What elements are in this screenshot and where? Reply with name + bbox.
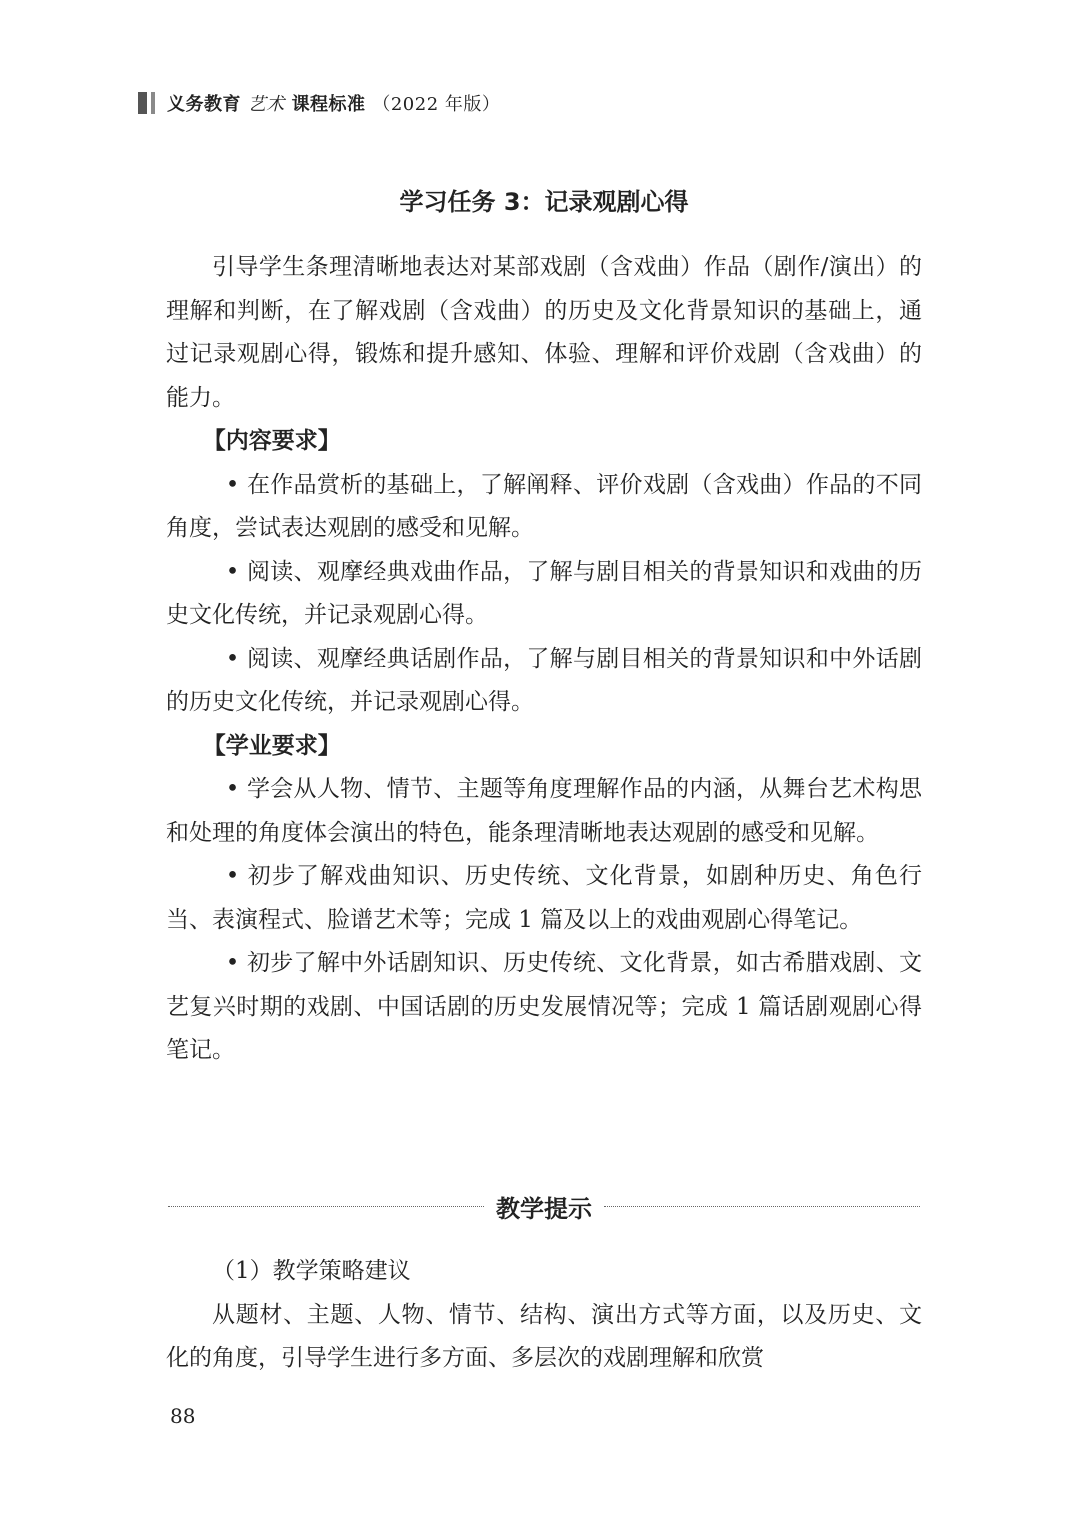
academic-requirements-heading: 【学业要求】 [202, 732, 341, 759]
intro-paragraph: 引导学生条理清晰地表达对某部戏剧（含戏曲）作品（剧作/演出）的理解和判断，在了解戏剧（含戏曲）的历史及文化背景知识的基础上，通过记录观剧心得，锻炼和提升感知、体验、理解和评价戏剧（含戏曲）的能力。 [166, 254, 922, 411]
content-requirement-item: • 阅读、观摩经典话剧作品，了解与剧目相关的背景知识和中外话剧的历史文化传统，并记录观剧心得。 [166, 645, 922, 715]
header-edition: （2022 年版） [372, 94, 501, 115]
divider-line-left [168, 1206, 484, 1207]
header-title-part2: 艺术 [247, 94, 285, 115]
teaching-strategy-paragraph: 从题材、主题、人物、情节、结构、演出方式等方面，以及历史、文化的角度，引导学生进行多方面、多层次的戏剧理解和欣赏 [166, 1301, 922, 1371]
content-requirement-item: • 在作品赏析的基础上，了解阐释、评价戏剧（含戏曲）作品的不同角度，尝试表达观剧的感受和见解。 [166, 471, 922, 541]
teaching-tips-divider [168, 1186, 920, 1226]
header-bar-icon [138, 92, 155, 114]
running-header [138, 88, 500, 118]
teaching-strategy-subheading: （1）教学策略建议 [212, 1258, 411, 1284]
running-header-text [167, 90, 500, 116]
task-title: 学习任务 3：记录观剧心得 [399, 188, 689, 216]
content-requirement-item: • 阅读、观摩经典戏曲作品，了解与剧目相关的背景知识和戏曲的历史文化传统，并记录观剧心得。 [166, 558, 922, 628]
academic-requirement-item: • 初步了解中外话剧知识、历史传统、文化背景，如古希腊戏剧、文艺复兴时期的戏剧、中国话剧的历史发展情况等；完成 1 篇话剧观剧心得笔记。 [166, 950, 922, 1063]
content-requirements-heading: 【内容要求】 [202, 428, 341, 454]
header-bar-thick [138, 92, 147, 114]
page-number: 88 [170, 1404, 196, 1428]
main-content [166, 176, 922, 1073]
header-title-part1: 义务教育 [167, 94, 241, 115]
academic-requirement-item: • 初步了解戏曲知识、历史传统、文化背景，如剧种历史、角色行当、表演程式、脸谱艺术等；完成 1 篇及以上的戏曲观剧心得笔记。 [166, 863, 922, 933]
teaching-tips-content [166, 1250, 922, 1381]
teaching-tips-label: 教学提示 [496, 1194, 592, 1223]
header-bar-thin [151, 92, 155, 114]
header-title-part3: 课程标准 [291, 94, 366, 115]
academic-requirement-item: • 学会从人物、情节、主题等角度理解作品的内涵，从舞台艺术构思和处理的角度体会演出的特色，能条理清晰地表达观剧的感受和见解。 [166, 776, 922, 846]
divider-line-right [604, 1206, 920, 1207]
